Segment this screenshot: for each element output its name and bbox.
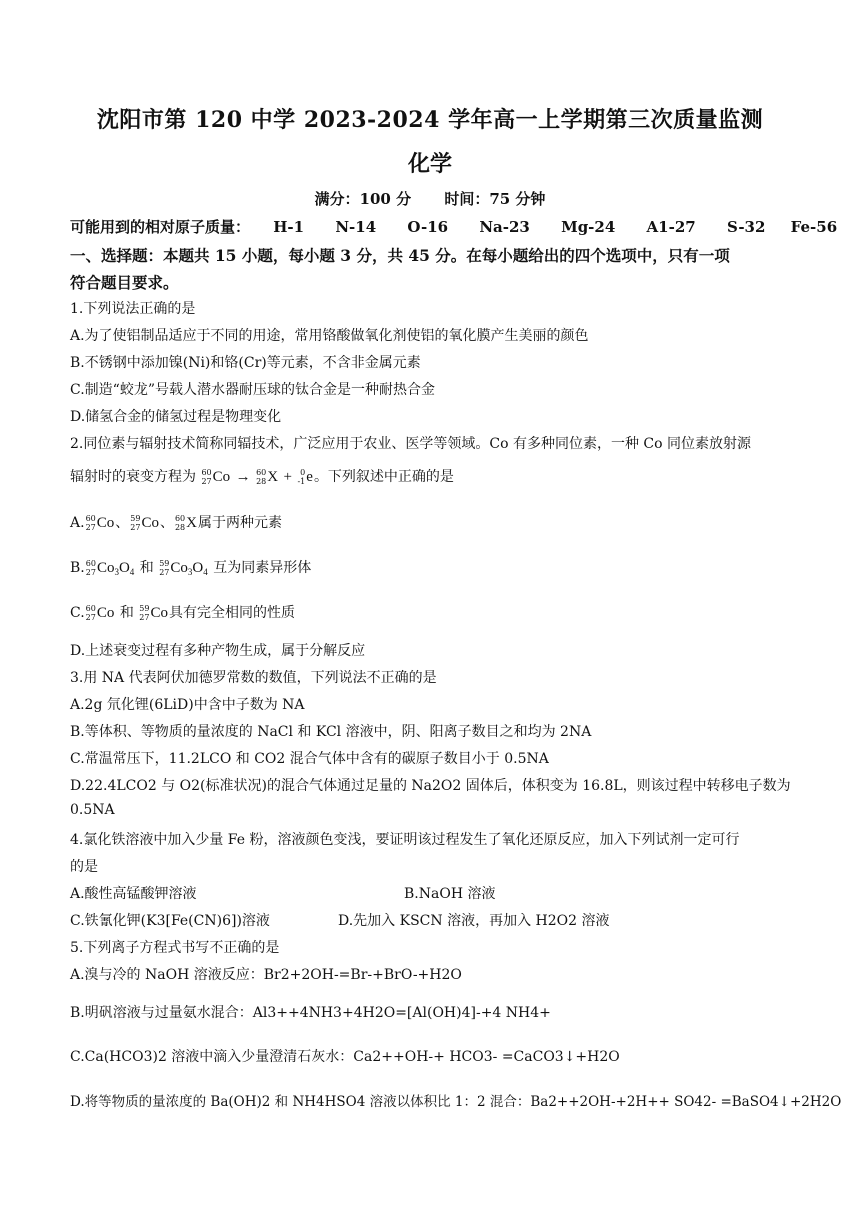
atomic-masses-label: 可能用到的相对原子质量： [70, 218, 251, 236]
option-letter: A. [70, 515, 85, 531]
mass-item: Fe-56 [790, 218, 838, 236]
q1-option-b: B.不锈钢中添加镍(Ni)和铬(Cr)等元素，不含非金属元素 [70, 355, 421, 371]
question-2-equation-line [70, 466, 800, 486]
q4-options-row2 [70, 910, 800, 930]
exam-time: 时间：75 分钟 [444, 190, 546, 208]
q5-option-b: B.明矾溶液与过量氨水混合：Al3++4NH3+4H2O=[Al(OH)4]-+4 NH4+ [70, 1005, 551, 1021]
question-2-stem: 2.同位素与辐射技术简称同辐技术，广泛应用于农业、医学等领域。Co 有多种同位素，一种 Co 同位素放射源 [70, 436, 751, 452]
q1-option-d: D.储氢合金的储氢过程是物理变化 [70, 409, 282, 425]
nuclide-x60: 60 28 X [256, 468, 279, 486]
mass-item: N-14 [335, 218, 377, 236]
q4-options-row1 [70, 883, 800, 903]
mass-item: Na-23 [479, 218, 530, 236]
q5-option-a: A.溴与冷的 NaOH 溶液反应：Br2+2OH-=Br-+BrO-+H2O [70, 967, 462, 983]
section-heading-line: 一、选择题：本题共 15 小题，每小题 3 分，共 45 分。在每小题给出的四个选项中，只有一项 [70, 246, 730, 265]
option-letter: C. [70, 605, 85, 621]
exam-meta [0, 188, 860, 209]
section-heading-line: 符合题目要求。 [70, 273, 179, 292]
exam-title: 沈阳市第 120 中学 2023-2024 学年高一上学期第三次质量监测 [96, 107, 764, 133]
q2-option-d: D.上述衰变过程有多种产物生成，属于分解反应 [70, 643, 366, 659]
section-heading [70, 242, 800, 296]
nuclide-x60: 60 28 X [174, 514, 197, 532]
q3-option-a: A.2g 氘化锂(6LiD)中含中子数为 NA [70, 697, 305, 713]
q3-option-d: D.22.4LCO2 与 O2(标准状况)的混合气体通过足量的 Na2O2 固体后，体积变为 16.8L，则该过程中转移电子数为 [70, 778, 791, 794]
q2-option-a: A. 60 27 Co 、 59 27 Co 、 60 28 X 属于两种元素 [70, 514, 282, 532]
q5-option-c: C.Ca(HCO3)2 溶液中滴入少量澄清石灰水：Ca2++OH-+ HCO3- =CaCO3↓+H2O [70, 1049, 620, 1065]
mass-item: S-32 [726, 218, 766, 236]
atomic-masses [70, 216, 837, 237]
nuclide-co60: 60 27 Co [85, 514, 115, 532]
question-4-stem-cont: 的是 [70, 859, 98, 875]
q4-option-c: C.铁氰化钾(K3[Fe(CN)6])溶液 [70, 913, 270, 929]
option-text: 互为同素异形体 [213, 560, 312, 576]
formula-co60-3o4: 60 27 $Co_3O_4$ [85, 559, 135, 577]
q5-option-d: D.将等物质的量浓度的 Ba(OH)2 和 NH4HSO4 溶液以体积比 1：2 混合：Ba2++2OH-+2H++ SO42- =BaSO4↓+2H2O [70, 1094, 842, 1110]
mass-item: H-1 [273, 218, 305, 236]
nuclide-electron: 0 -1 e [297, 468, 313, 486]
subject-title: 化学 [407, 151, 452, 177]
q4-option-b: B.NaOH 溶液 [404, 886, 496, 902]
question-3-stem: 3.用 NA 代表阿伏加德罗常数的数值，下列说法不正确的是 [70, 670, 437, 686]
equation-intro: 辐射时的衰变方程为 [70, 469, 196, 485]
q3-option-b: B.等体积、等物质的量浓度的 NaCl 和 KCl 溶液中，阴、阳离子数目之和均为 2NA [70, 724, 592, 740]
q3-option-c: C.常温常压下，11.2LCO 和 CO2 混合气体中含有的碳原子数目小于 0.5NA [70, 751, 549, 767]
arrow: → [235, 469, 251, 485]
q3-option-d-cont: 0.5NA [70, 802, 115, 818]
q4-option-d: D.先加入 KSCN 溶液，再加入 H2O2 溶液 [338, 913, 610, 929]
option-text: 具有完全相同的性质 [168, 605, 295, 621]
q1-option-a: A.为了使铝制品适应于不同的用途，常用铬酸做氧化剂使铝的氧化膜产生美丽的颜色 [70, 328, 589, 344]
question-5-stem: 5.下列离子方程式书写不正确的是 [70, 940, 280, 956]
option-text: 和 [119, 605, 134, 621]
q2-option-c [70, 602, 800, 622]
q4-option-a: A.酸性高锰酸钾溶液 [70, 886, 197, 902]
nuclide-co59: 59 27 Co [139, 604, 168, 622]
option-letter: B. [70, 560, 85, 576]
mass-item: Mg-24 [561, 218, 616, 236]
option-text: 属于两种元素 [198, 515, 282, 531]
mass-item: A1-27 [646, 218, 696, 236]
option-text: 和 [139, 560, 154, 576]
q1-option-c: C.制造“蛟龙”号载人潜水器耐压球的钛合金是一种耐热合金 [70, 382, 435, 398]
full-score: 满分：100 分 [314, 190, 412, 208]
plus-sign: + [283, 469, 293, 485]
question-1-stem: 1.下列说法正确的是 [70, 301, 196, 317]
q2-option-b [70, 557, 800, 577]
nuclide-co59: 59 27 Co [130, 514, 159, 532]
question-4-stem: 4.氯化铁溶液中加入少量 Fe 粉，溶液颜色变浅，要证明该过程发生了氧化还原反应，加入下列试剂一定可行 [70, 832, 740, 848]
nuclide-co60: 60 27 Co [85, 604, 115, 622]
mass-item: O-16 [407, 218, 449, 236]
formula-co59-3o4: 59 27 $Co_3O_4$ [159, 559, 208, 577]
nuclide-co60: 60 27 Co [201, 468, 231, 486]
equation-outro: 。下列叙述中正确的是 [313, 469, 454, 485]
